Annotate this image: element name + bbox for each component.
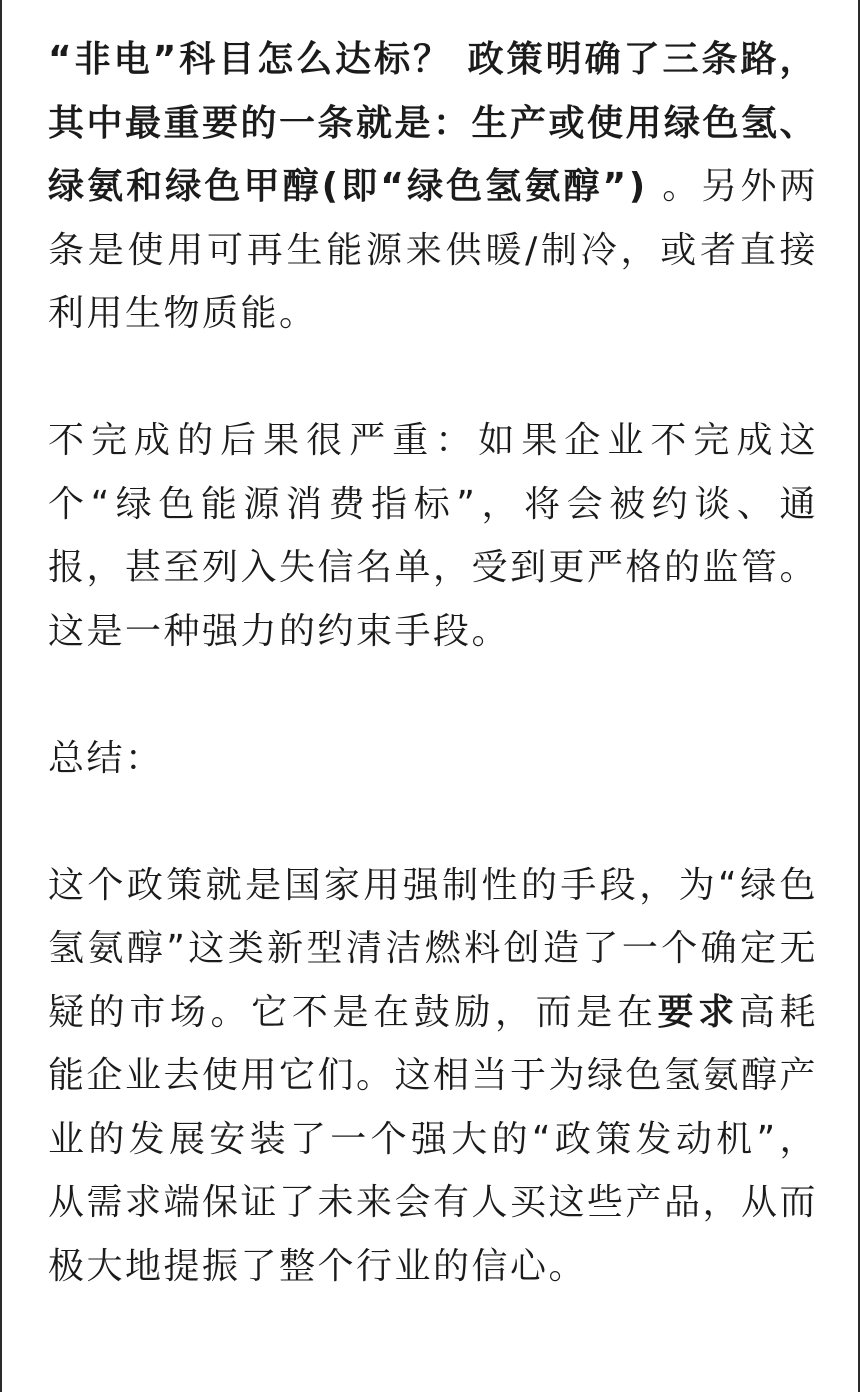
body-text: 。另外两条是使用可再生能源来供暖/制冷，或者直接利用生物质能。 <box>48 166 818 334</box>
emphasis-text: 要求 <box>657 991 739 1033</box>
summary-label: 总结： <box>48 737 164 779</box>
paragraph-non-electric-paths <box>48 28 818 346</box>
paragraph-summary-heading <box>48 727 818 791</box>
bold-heading-text: “非电”科目怎么达标？ 政策明确了三条路，其中最重要的一条就是：生产或使用绿色氢、绿氨和绿色甲醇(即“绿色氢氨醇”) <box>48 39 819 207</box>
article-body <box>48 28 818 1298</box>
body-text: 这个政策就是国家用强制性的手段，为“绿色氢氨醇”这类新型清洁燃料创造了一个确定无疑的市场。它不是在鼓励，而是在 <box>48 864 818 1033</box>
left-border <box>0 0 2 1392</box>
body-text: 不完成的后果很严重：如果企业不完成这个“绿色能源消费指标”，将会被约谈、通报，甚至列入失信名单，受到更严格的监管。这是一种强力的约束手段。 <box>48 420 819 652</box>
paragraph-summary-body <box>48 854 818 1299</box>
paragraph-consequences <box>48 409 818 663</box>
body-text: 高耗能企业去使用它们。这相当于为绿色氢氨醇产业的发展安装了一个强大的“政策发动机”，从需求端保证了未来会有人买这些产品，从而极大地提振了整个行业的信心。 <box>48 991 819 1287</box>
